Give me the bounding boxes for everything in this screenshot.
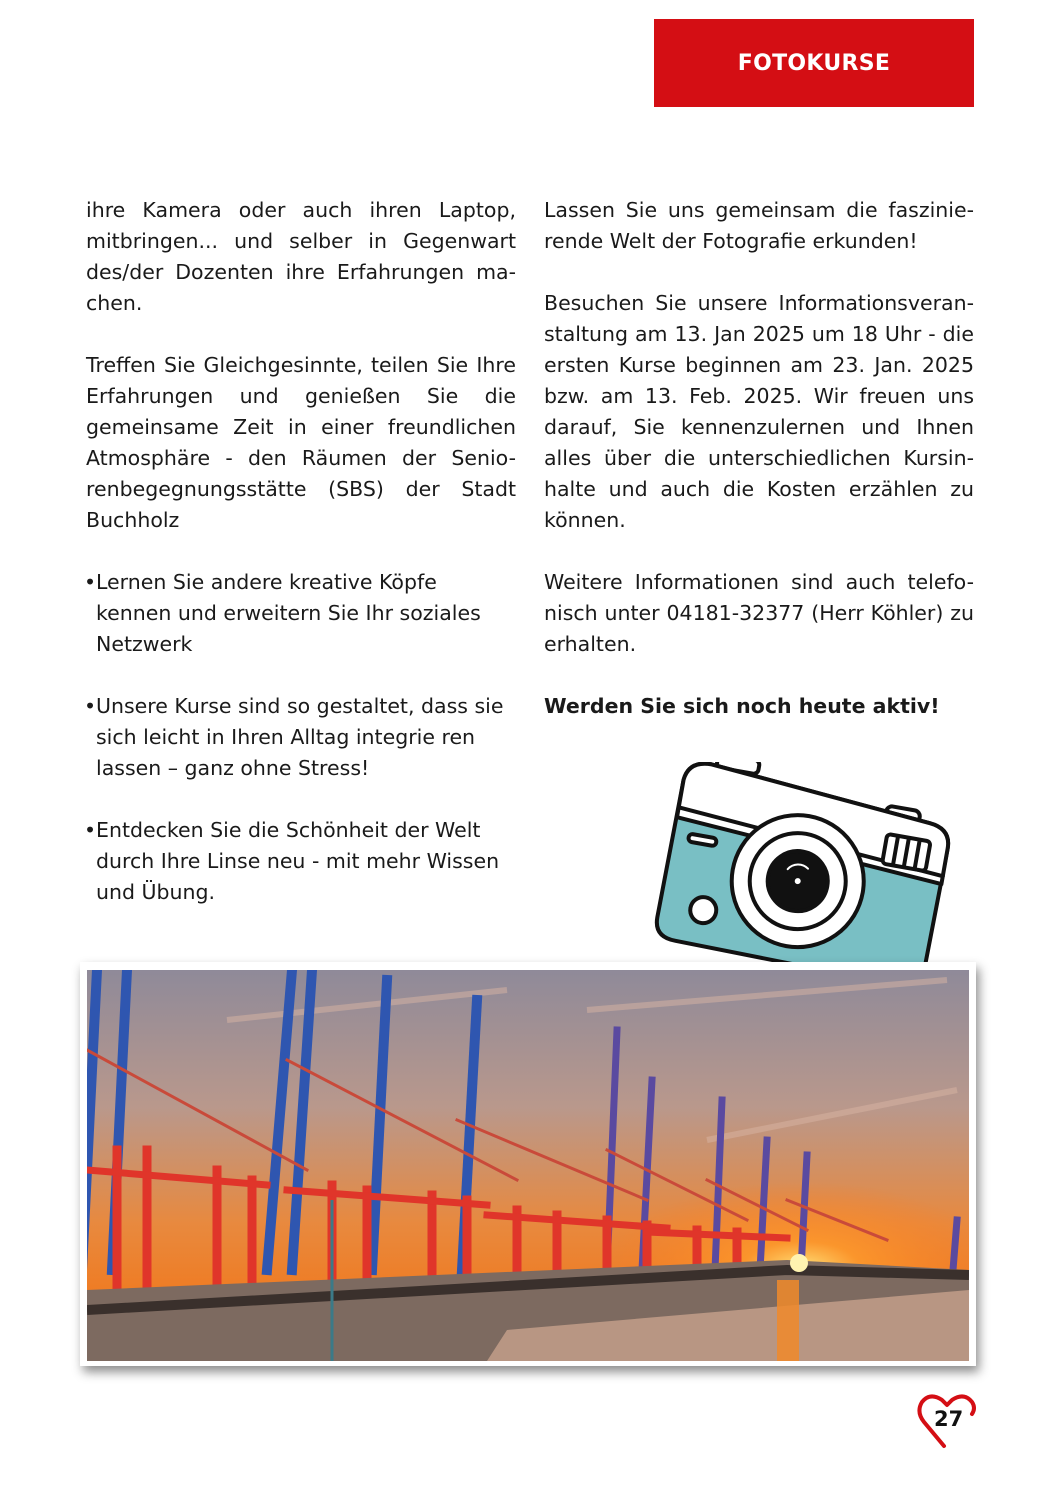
list-item (86, 567, 516, 660)
paragraph: Lassen Sie uns gemeinsam die faszinie-rende Welt der Fotografie erkunden! (544, 198, 974, 253)
call-to-action: Werden Sie sich noch heute aktiv! (544, 694, 940, 718)
harbor-sunset-photo (87, 970, 969, 1361)
bullet-icon: • (84, 694, 97, 718)
section-label: FOTOKURSE (737, 50, 891, 76)
list-item-text: Entdecken Sie die Schönheit der Welt durch Ihre Linse neu - mit mehr Wissen und Übung. (96, 818, 500, 904)
page-number: 27 (934, 1407, 964, 1431)
bullet-icon: • (84, 570, 97, 594)
camera-button (688, 895, 718, 925)
section-tab (654, 19, 974, 107)
photo-frame (80, 962, 976, 1366)
paragraph: Besuchen Sie unsere Informationsveran-staltung am 13. Jan 2025 um 18 Uhr - die ersten Kurse beginnen am 23. Jan. 2025 bzw. am 13. Feb. 2025. Wir freuen uns darauf, Sie kennenzulernen und Ihnen alles über die unterschiedlichen Kursin-halte und auch die Kosten erzählen zu können. (544, 291, 974, 532)
page-number-badge (916, 1392, 978, 1450)
sun (790, 1254, 808, 1272)
list-item (86, 691, 516, 784)
list-item-text: Unsere Kurse sind so gestaltet, dass sie sich leicht in Ihren Alltag integrie ren lassen – ganz ohne Stress! (96, 694, 504, 780)
list-item (86, 815, 516, 908)
right-column (544, 195, 974, 753)
paragraph: Treffen Sie Gleichgesinnte, teilen Sie Ihre Erfahrungen und genießen Sie die gemeinsame Zeit in einer freundlichen Atmosphäre - den Räumen der Senio-renbegegnungsstätte (SBS) der Stadt Buchholz (86, 353, 516, 532)
bullet-list (86, 567, 516, 908)
list-item-text: Lernen Sie andere kreative Köpfe kennen und erweitern Sie Ihr soziales Netzwerk (96, 570, 481, 656)
sun-reflection (777, 1280, 799, 1361)
bullet-icon: • (84, 818, 97, 842)
left-column (86, 195, 516, 939)
paragraph: ihre Kamera oder auch ihren Laptop, mitbringen... und selber in Gegenwart des/der Dozenten ihre Erfahrungen ma-chen. (86, 198, 516, 315)
paragraph: Weitere Informationen sind auch telefo-nisch unter 04181-32377 (Herr Köhler) zu erhalten. (544, 570, 974, 656)
